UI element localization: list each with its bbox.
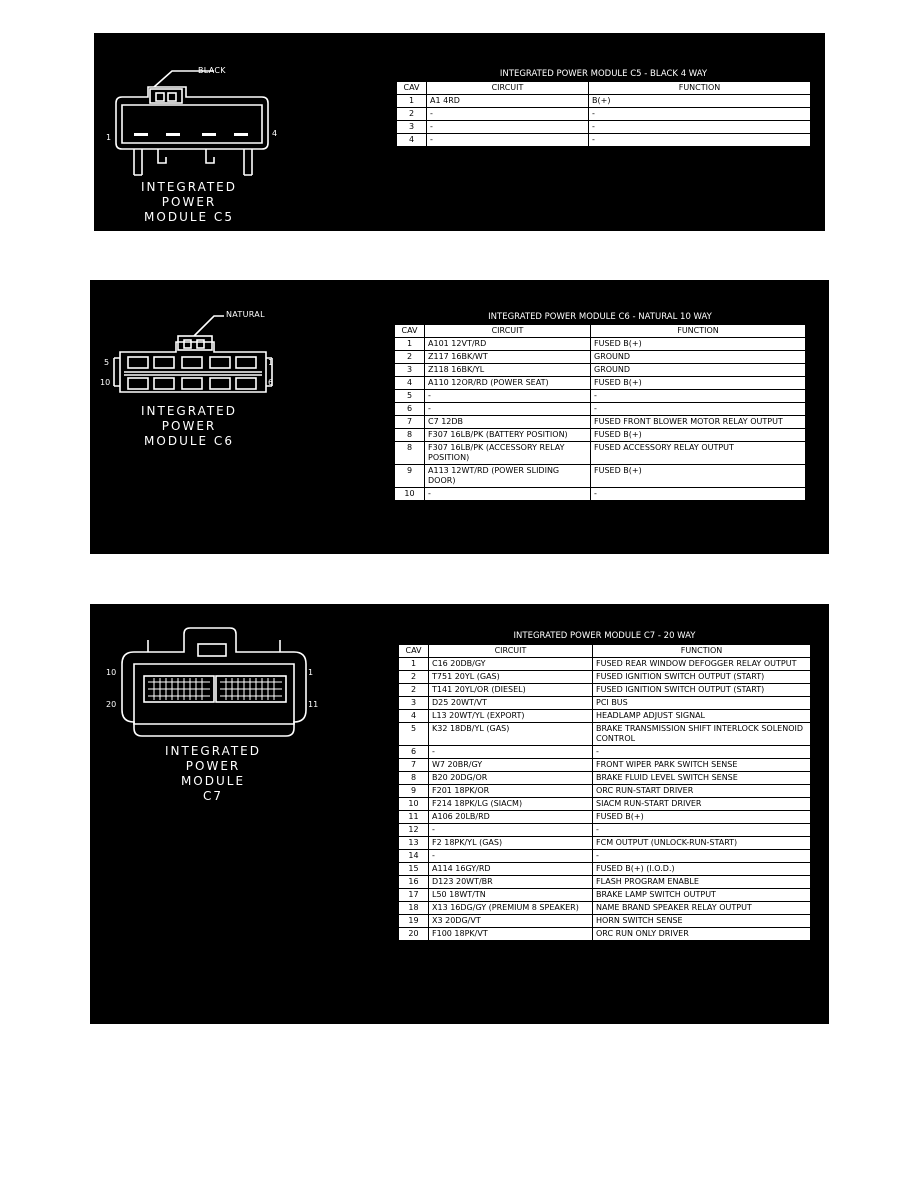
column-header-cav: CAV <box>399 645 429 658</box>
cell-circuit: Z118 16BK/YL <box>425 364 591 377</box>
cell-cav: 5 <box>395 390 425 403</box>
cell-cav: 9 <box>399 785 429 798</box>
cell-function: NAME BRAND SPEAKER RELAY OUTPUT <box>593 902 811 915</box>
cell-function: - <box>591 390 806 403</box>
cell-function: BRAKE FLUID LEVEL SWITCH SENSE <box>593 772 811 785</box>
table-row <box>399 902 811 915</box>
cell-cav: 16 <box>399 876 429 889</box>
table-row <box>395 416 806 429</box>
cell-cav: 4 <box>395 377 425 390</box>
cell-cav: 20 <box>399 928 429 941</box>
column-header-function: FUNCTION <box>593 645 811 658</box>
cell-function: FUSED REAR WINDOW DEFOGGER RELAY OUTPUT <box>593 658 811 671</box>
cell-circuit: A113 12WT/RD (POWER SLIDING DOOR) <box>425 465 591 488</box>
table-row <box>395 338 806 351</box>
table-row <box>399 746 811 759</box>
table-title: INTEGRATED POWER MODULE C7 - 20 WAY <box>513 631 696 641</box>
cell-circuit: F201 18PK/OR <box>429 785 593 798</box>
table-row <box>399 876 811 889</box>
column-header-circuit: CIRCUIT <box>425 325 591 338</box>
connector-label-line: MODULE C6 <box>144 434 234 448</box>
cell-function: - <box>593 850 811 863</box>
connector-color-callout: NATURAL <box>226 310 265 319</box>
cell-function: FRONT WIPER PARK SWITCH SENSE <box>593 759 811 772</box>
cell-cav: 8 <box>399 772 429 785</box>
cell-cav: 11 <box>399 811 429 824</box>
cell-cav: 2 <box>397 108 427 121</box>
table-row <box>395 429 806 442</box>
connector-table <box>396 81 811 147</box>
connector-label <box>158 744 268 804</box>
table-row <box>395 351 806 364</box>
cell-circuit: Z117 16BK/WT <box>425 351 591 364</box>
cell-circuit: C16 20DB/GY <box>429 658 593 671</box>
table-row <box>399 850 811 863</box>
cell-function: FUSED ACCESSORY RELAY OUTPUT <box>591 442 806 465</box>
cell-function: BRAKE LAMP SWITCH OUTPUT <box>593 889 811 902</box>
cell-function: - <box>589 108 811 121</box>
cell-cav: 3 <box>397 121 427 134</box>
cell-circuit: C7 12DB <box>425 416 591 429</box>
cell-function: FLASH PROGRAM ENABLE <box>593 876 811 889</box>
connector-panel-c7 <box>90 604 829 1024</box>
cell-cav: 7 <box>395 416 425 429</box>
cell-function: GROUND <box>591 351 806 364</box>
table-row <box>395 403 806 416</box>
cell-function: FUSED IGNITION SWITCH OUTPUT (START) <box>593 684 811 697</box>
cell-cav: 19 <box>399 915 429 928</box>
pin-number-top-left: 5 <box>104 358 110 367</box>
cell-function: FUSED B(+) <box>591 377 806 390</box>
cell-circuit: F307 16LB/PK (BATTERY POSITION) <box>425 429 591 442</box>
table-row <box>399 710 811 723</box>
cell-function: BRAKE TRANSMISSION SHIFT INTERLOCK SOLENOID CONTROL <box>593 723 811 746</box>
connector-label-line: MODULE <box>180 774 246 788</box>
pin-number-left: 1 <box>106 133 112 142</box>
cell-cav: 14 <box>399 850 429 863</box>
table-header-row <box>397 82 811 95</box>
cell-cav: 15 <box>399 863 429 876</box>
cell-function: FUSED B(+) <box>591 429 806 442</box>
pin-number-right: 4 <box>272 129 278 138</box>
cell-function: - <box>589 121 811 134</box>
cell-cav: 6 <box>399 746 429 759</box>
table-header-row <box>395 325 806 338</box>
cell-cav: 18 <box>399 902 429 915</box>
table-row <box>399 697 811 710</box>
cell-cav: 3 <box>395 364 425 377</box>
pin-number-bottom-left: 20 <box>106 700 117 709</box>
cell-circuit: W7 20BR/GY <box>429 759 593 772</box>
cell-function: SIACM RUN-START DRIVER <box>593 798 811 811</box>
cell-circuit: K32 18DB/YL (GAS) <box>429 723 593 746</box>
cell-cav: 2 <box>399 671 429 684</box>
connector-panel-c5 <box>94 33 825 231</box>
cell-circuit: L13 20WT/YL (EXPORT) <box>429 710 593 723</box>
cell-circuit: A101 12VT/RD <box>425 338 591 351</box>
connector-label-line: POWER <box>161 419 217 433</box>
table-title: INTEGRATED POWER MODULE C6 - NATURAL 10 WAY <box>488 312 712 322</box>
table-row <box>399 811 811 824</box>
cell-function: FUSED B(+) <box>591 465 806 488</box>
table-header-row <box>399 645 811 658</box>
connector-label-line: INTEGRATED <box>140 404 237 418</box>
cell-function: FCM OUTPUT (UNLOCK-RUN-START) <box>593 837 811 850</box>
cell-function: - <box>589 134 811 147</box>
cell-function: B(+) <box>589 95 811 108</box>
cell-function: - <box>591 488 806 501</box>
cell-circuit: A110 12OR/RD (POWER SEAT) <box>425 377 591 390</box>
cell-cav: 10 <box>395 488 425 501</box>
connector-label <box>134 180 244 225</box>
cell-circuit: F214 18PK/LG (SIACM) <box>429 798 593 811</box>
cell-circuit: F307 16LB/PK (ACCESSORY RELAY POSITION) <box>425 442 591 465</box>
table-row <box>399 671 811 684</box>
table-title: INTEGRATED POWER MODULE C5 - BLACK 4 WAY <box>499 69 708 79</box>
cell-circuit: - <box>427 121 589 134</box>
connector-table <box>398 644 811 941</box>
cell-cav: 3 <box>399 697 429 710</box>
table-row <box>395 390 806 403</box>
cell-circuit: X13 16DG/GY (PREMIUM 8 SPEAKER) <box>429 902 593 915</box>
cell-cav: 12 <box>399 824 429 837</box>
table-row <box>399 658 811 671</box>
cell-function: ORC RUN ONLY DRIVER <box>593 928 811 941</box>
pin-number-bottom-right: 11 <box>308 700 319 709</box>
cell-circuit: L50 18WT/TN <box>429 889 593 902</box>
cell-circuit: - <box>429 850 593 863</box>
pin-number-bottom-right: 6 <box>268 378 274 387</box>
pin-number-top-left: 10 <box>106 668 117 677</box>
table-row <box>397 108 811 121</box>
cell-circuit: - <box>425 403 591 416</box>
table-row <box>399 928 811 941</box>
cell-cav: 1 <box>399 658 429 671</box>
table-row <box>395 465 806 488</box>
connector-table <box>394 324 806 501</box>
cell-circuit: - <box>427 134 589 147</box>
connector-label-line: MODULE C5 <box>144 210 234 224</box>
cell-circuit: A114 16GY/RD <box>429 863 593 876</box>
connector-color-callout: BLACK <box>198 66 226 75</box>
connector-label-line: C7 <box>202 789 223 803</box>
cell-circuit: A106 20LB/RD <box>429 811 593 824</box>
table-row <box>399 759 811 772</box>
connector-label-line: POWER <box>185 759 241 773</box>
table-row <box>399 837 811 850</box>
cell-function: ORC RUN-START DRIVER <box>593 785 811 798</box>
table-row <box>399 915 811 928</box>
cell-circuit: - <box>425 488 591 501</box>
cell-circuit: B20 20DG/OR <box>429 772 593 785</box>
pin-number-top-right: 1 <box>308 668 314 677</box>
table-row <box>399 723 811 746</box>
cell-cav: 2 <box>399 684 429 697</box>
cell-circuit: - <box>429 746 593 759</box>
cell-circuit: D25 20WT/VT <box>429 697 593 710</box>
column-header-circuit: CIRCUIT <box>427 82 589 95</box>
cell-cav: 6 <box>395 403 425 416</box>
table-row <box>399 684 811 697</box>
connector-label <box>134 404 244 449</box>
cell-cav: 8 <box>395 442 425 465</box>
connector-label-line: INTEGRATED <box>164 744 261 758</box>
pin-number-top-right: 1 <box>268 358 274 367</box>
cell-cav: 2 <box>395 351 425 364</box>
cell-function: FUSED IGNITION SWITCH OUTPUT (START) <box>593 671 811 684</box>
table-row <box>399 798 811 811</box>
cell-circuit: T141 20YL/OR (DIESEL) <box>429 684 593 697</box>
cell-function: GROUND <box>591 364 806 377</box>
table-row <box>397 95 811 108</box>
cell-function: PCI BUS <box>593 697 811 710</box>
table-row <box>395 442 806 465</box>
table-row <box>395 488 806 501</box>
table-row <box>399 889 811 902</box>
table-row <box>397 121 811 134</box>
cell-circuit: - <box>427 108 589 121</box>
table-row <box>399 785 811 798</box>
cell-function: - <box>591 403 806 416</box>
cell-cav: 9 <box>395 465 425 488</box>
cell-cav: 5 <box>399 723 429 746</box>
cell-circuit: T751 20YL (GAS) <box>429 671 593 684</box>
cell-circuit: - <box>425 390 591 403</box>
cell-circuit: F2 18PK/YL (GAS) <box>429 837 593 850</box>
table-row <box>399 824 811 837</box>
table-row <box>397 134 811 147</box>
column-header-function: FUNCTION <box>589 82 811 95</box>
cell-function: HEADLAMP ADJUST SIGNAL <box>593 710 811 723</box>
cell-function: FUSED B(+) <box>593 811 811 824</box>
connector-label-line: POWER <box>161 195 217 209</box>
cell-cav: 17 <box>399 889 429 902</box>
column-header-cav: CAV <box>395 325 425 338</box>
column-header-cav: CAV <box>397 82 427 95</box>
cell-cav: 4 <box>399 710 429 723</box>
column-header-circuit: CIRCUIT <box>429 645 593 658</box>
cell-circuit: F100 18PK/VT <box>429 928 593 941</box>
connector-panel-c6 <box>90 280 829 554</box>
cell-function: FUSED B(+) (I.O.D.) <box>593 863 811 876</box>
column-header-function: FUNCTION <box>591 325 806 338</box>
cell-cav: 1 <box>397 95 427 108</box>
cell-cav: 4 <box>397 134 427 147</box>
cell-function: - <box>593 824 811 837</box>
cell-circuit: A1 4RD <box>427 95 589 108</box>
cell-cav: 13 <box>399 837 429 850</box>
cell-cav: 8 <box>395 429 425 442</box>
cell-cav: 7 <box>399 759 429 772</box>
cell-function: FUSED B(+) <box>591 338 806 351</box>
pin-number-bottom-left: 10 <box>100 378 111 387</box>
table-row <box>395 364 806 377</box>
cell-circuit: X3 20DG/VT <box>429 915 593 928</box>
cell-circuit: D123 20WT/BR <box>429 876 593 889</box>
connector-label-line: INTEGRATED <box>140 180 237 194</box>
cell-circuit: - <box>429 824 593 837</box>
table-row <box>399 863 811 876</box>
table-row <box>399 772 811 785</box>
cell-function: HORN SWITCH SENSE <box>593 915 811 928</box>
cell-cav: 10 <box>399 798 429 811</box>
cell-cav: 1 <box>395 338 425 351</box>
table-row <box>395 377 806 390</box>
cell-function: FUSED FRONT BLOWER MOTOR RELAY OUTPUT <box>591 416 806 429</box>
cell-function: - <box>593 746 811 759</box>
